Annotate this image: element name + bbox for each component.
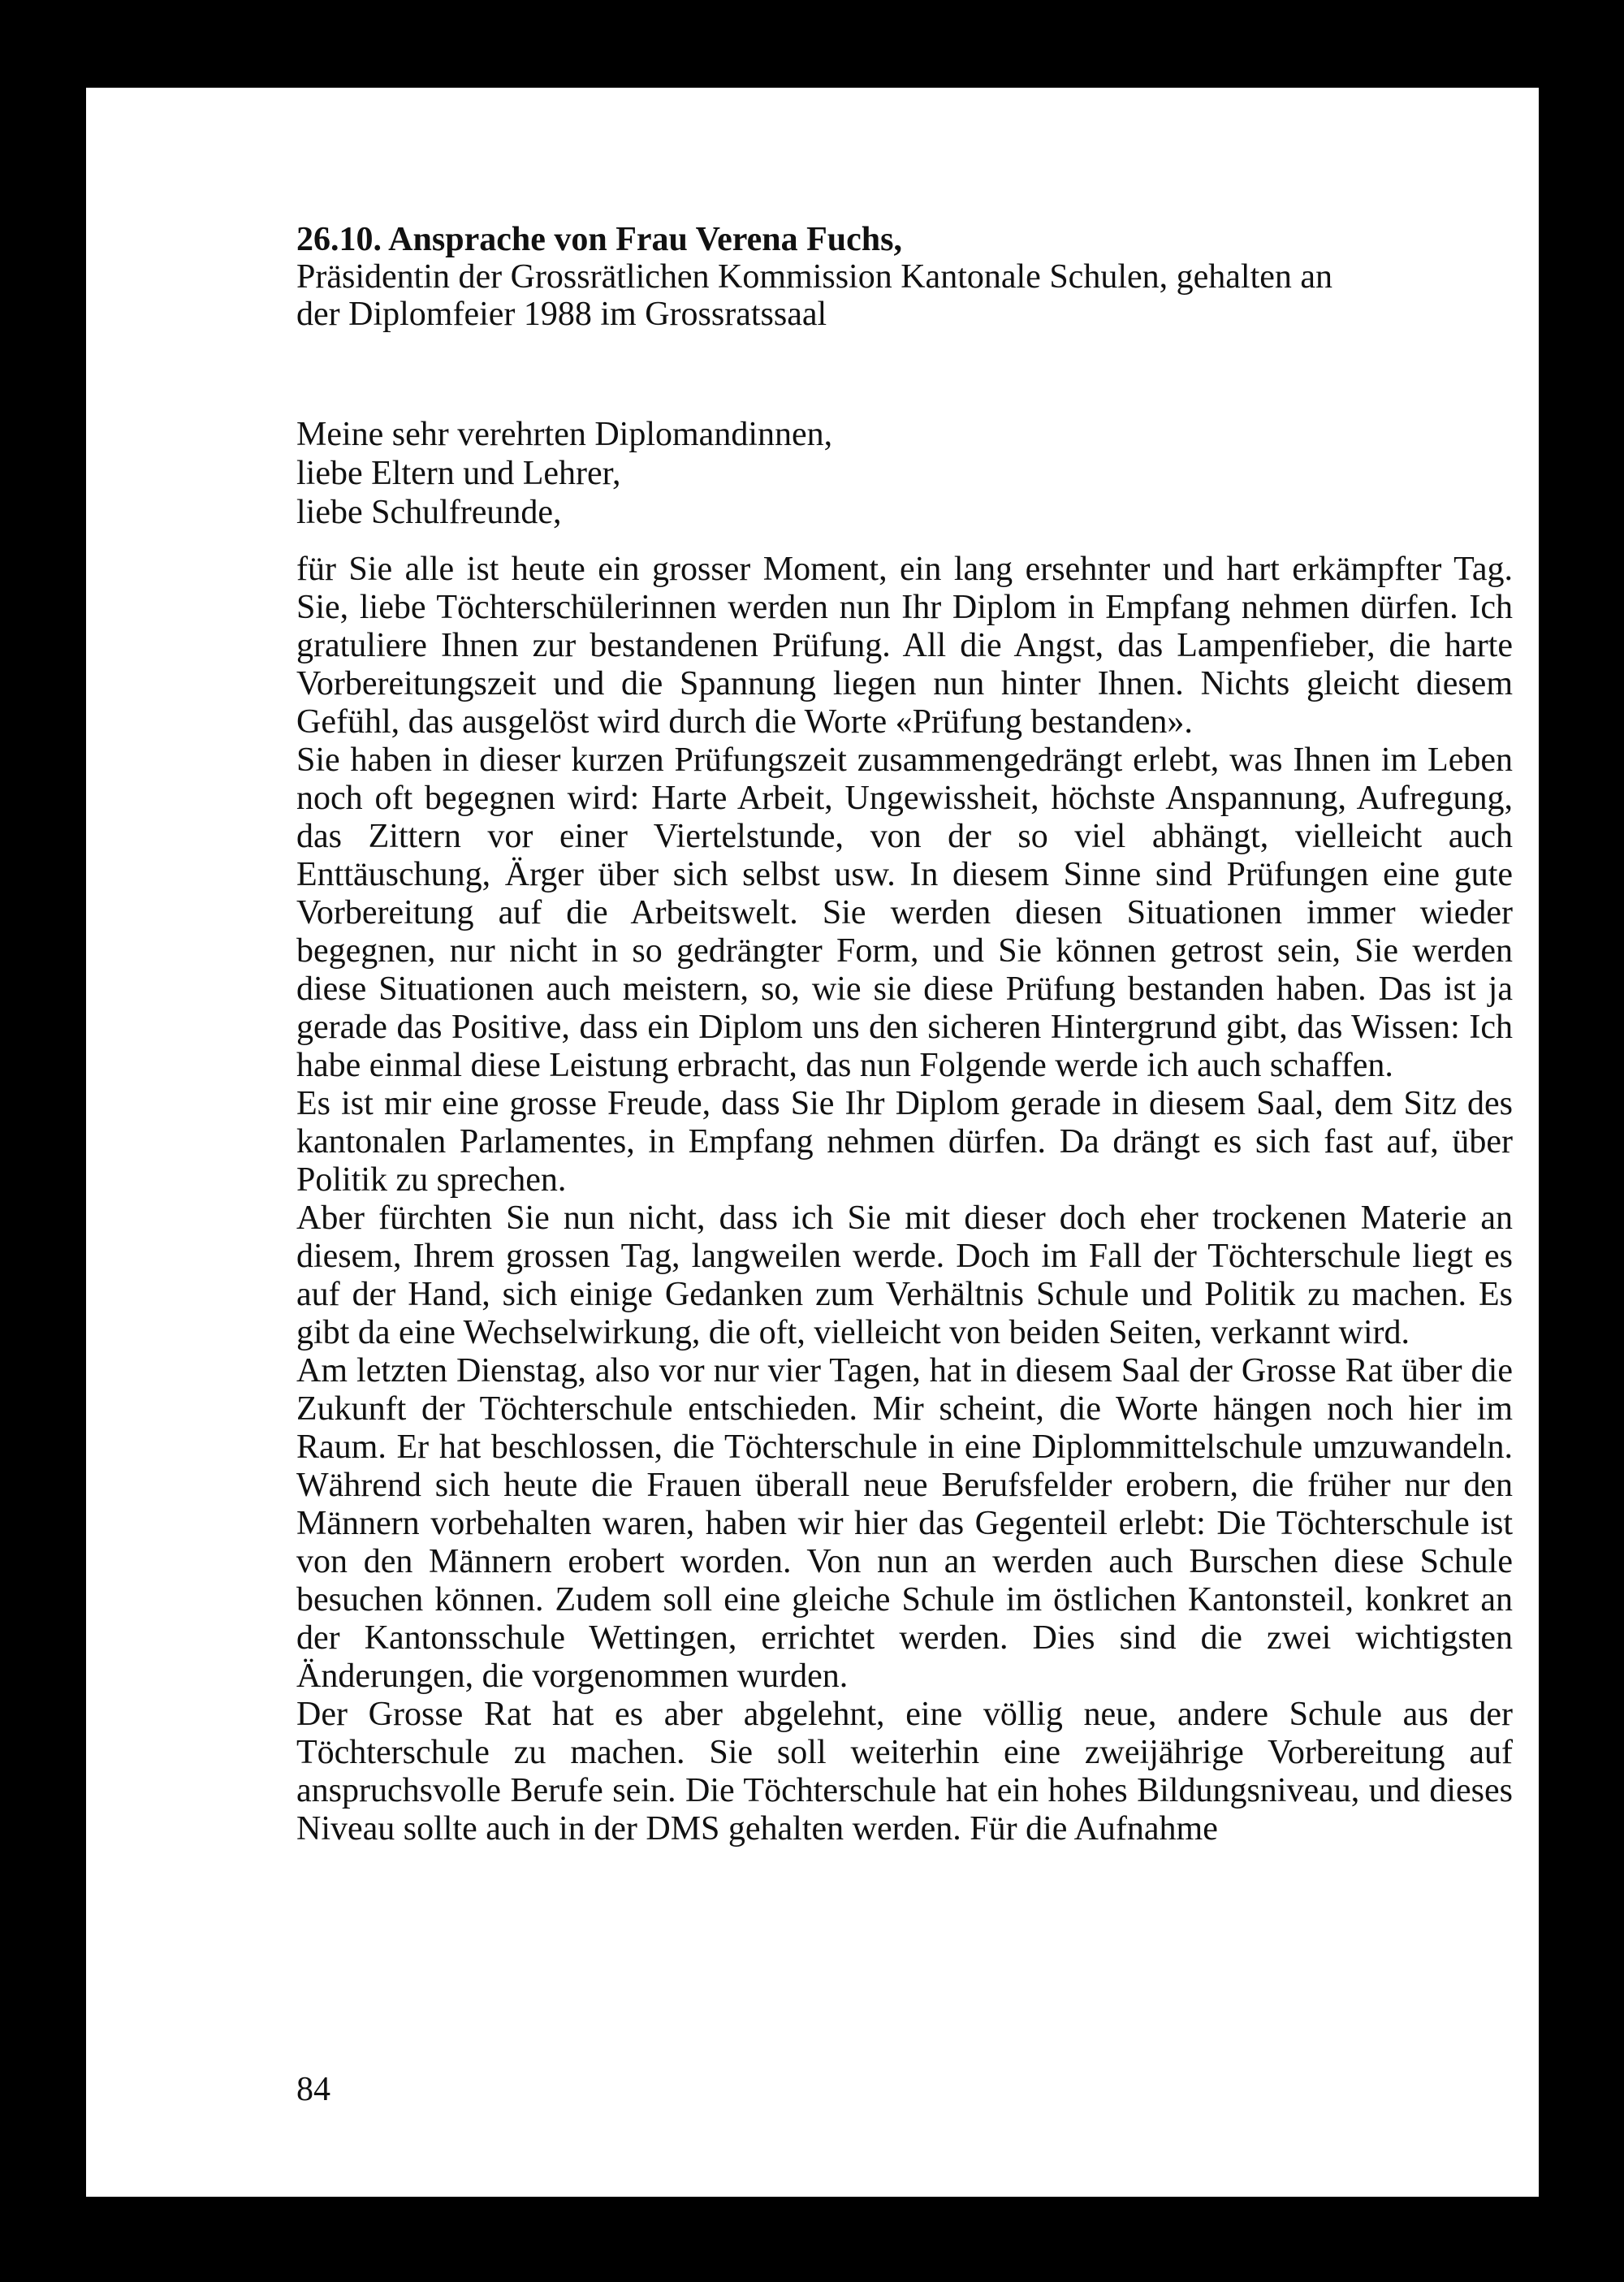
section-subtitle-line-2: der Diplomfeier 1988 im Grossratssaal	[296, 296, 827, 333]
salutation-line-2: liebe Eltern und Lehrer,	[296, 455, 621, 492]
document-page	[86, 88, 1539, 2197]
section-subtitle-line-1: Präsidentin der Grossrätlichen Kommission Kantonale Schulen, gehalten an	[296, 258, 1333, 296]
paragraph-1: für Sie alle ist heute ein grosser Moment, ein lang ersehnter und hart erkämpfter Tag. Sie, liebe Töchterschülerinnen werden nun Ihr Diplom in Empfang nehmen dürfen. Ich gratuliere Ihnen zur bestandenen Prüfung. All die Angst, das Lampenfieber, die harte Vorbereitungszeit und die Spannung liegen nun hinter Ihnen. Nichts gleicht diesem Gefühl, das ausgelöst wird durch die Worte «Prüfung bestanden».	[296, 551, 1513, 741]
paragraph-5: Am letzten Dienstag, also vor nur vier Tagen, hat in diesem Saal der Grosse Rat über die Zukunft der Töchterschule entschieden. Mir scheint, die Worte hängen noch hier im Raum. Er hat beschlossen, die Töchterschule in eine Diplommittelschule umzuwandeln. Während sich heute die Frauen überall neue Berufsfelder erobern, die früher nur den Männern vorbehalten waren, haben wir hier das Gegenteil erlebt: Die Töchterschule ist von den Männern erobert worden. Von nun an werden auch Burschen diese Schule besuchen können. Zudem soll eine gleiche Schule im östlichen Kantonsteil, konkret an der Kantonsschule Wettingen, errichtet werden. Dies sind die zwei wichtigsten Änderungen, die vorgenommen wurden.	[296, 1352, 1513, 1695]
page-content	[296, 221, 1513, 1848]
paragraph-6: Der Grosse Rat hat es aber abgelehnt, eine völlig neue, andere Schule aus der Töchterschule zu machen. Sie soll weiterhin eine zweijährige Vorbereitung auf anspruchsvolle Berufe sein. Die Töchterschule hat ein hohes Bildungsniveau, und dieses Niveau sollte auch in der DMS gehalten werden. Für die Aufnahme	[296, 1696, 1513, 1848]
section-heading	[296, 221, 1513, 333]
paragraph-3: Es ist mir eine grosse Freude, dass Sie Ihr Diplom gerade in diesem Saal, dem Sitz des kantonalen Parlamentes, in Empfang nehmen dürfen. Da drängt es sich fast auf, über Politik zu sprechen.	[296, 1085, 1513, 1199]
page-number: 84	[296, 2071, 330, 2108]
salutation-block	[296, 415, 1513, 532]
paragraph-2: Sie haben in dieser kurzen Prüfungszeit zusammengedrängt erlebt, was Ihnen im Leben noch oft begegnen wird: Harte Arbeit, Ungewissheit, höchste Anspannung, Aufregung, das Zittern vor einer Viertelstunde, von der so viel abhängt, vielleicht auch Enttäuschung, Ärger über sich selbst usw. In diesem Sinne sind Prüfungen eine gute Vorbereitung auf die Arbeitswelt. Sie werden diesen Situationen immer wieder begegnen, nur nicht in so gedrängter Form, und Sie können getrost sein, Sie werden diese Situationen auch meistern, so, wie sie diese Prüfung bestanden haben. Das ist ja gerade das Positive, dass ein Diplom uns den sicheren Hintergrund gibt, das Wissen: Ich habe einmal diese Leistung erbracht, das nun Folgende werde ich auch schaffen.	[296, 741, 1513, 1084]
salutation-line-1: Meine sehr verehrten Diplomandinnen,	[296, 416, 833, 453]
section-title: 26.10. Ansprache von Frau Verena Fuchs,	[296, 221, 902, 258]
salutation-line-3: liebe Schulfreunde,	[296, 494, 562, 531]
paragraph-4: Aber fürchten Sie nun nicht, dass ich Sie mit dieser doch eher trockenen Materie an diesem, Ihrem grossen Tag, langweilen werde. Doch im Fall der Töchterschule liegt es auf der Hand, sich einige Gedanken zum Verhältnis Schule und Politik zu machen. Es gibt da eine Wechselwirkung, die oft, vielleicht von beiden Seiten, verkannt wird.	[296, 1199, 1513, 1351]
speech-body	[296, 551, 1513, 1848]
